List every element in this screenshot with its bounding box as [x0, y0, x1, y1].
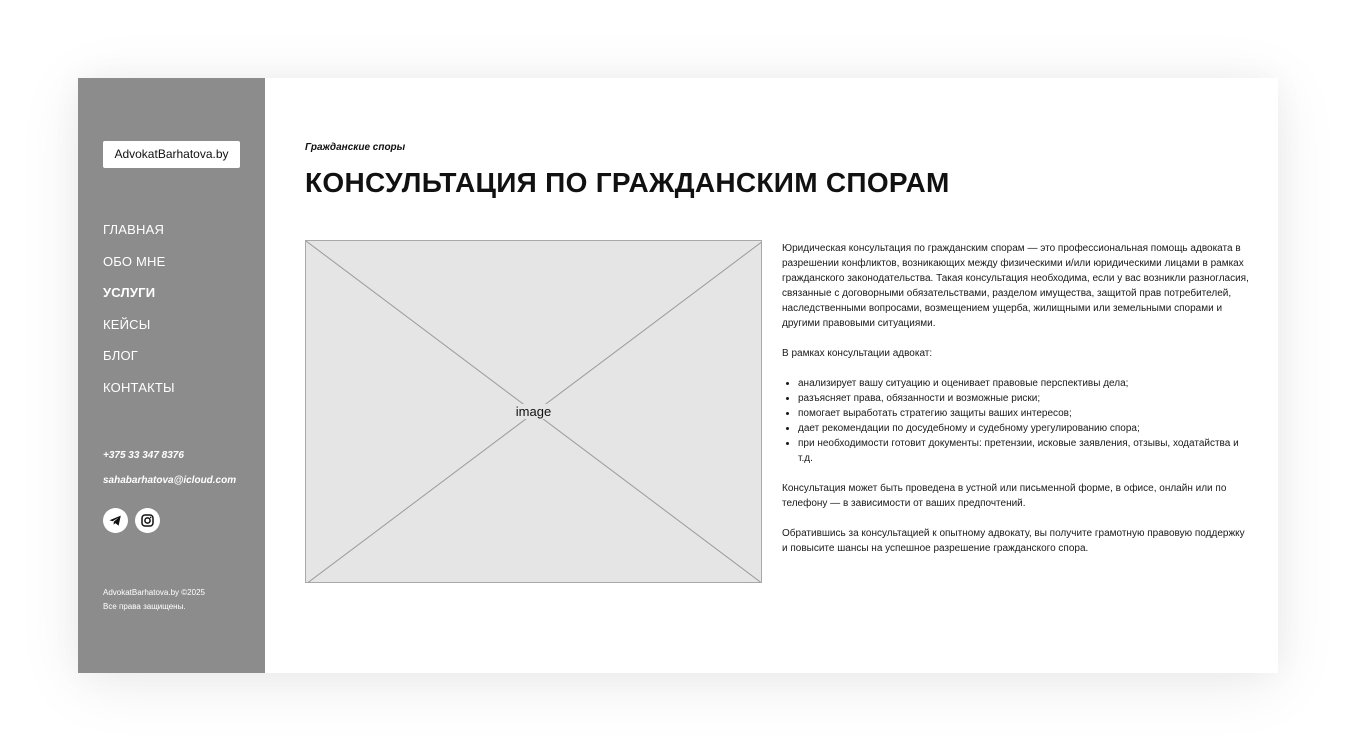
nav-item-home[interactable]: ГЛАВНАЯ	[103, 222, 165, 237]
nav-item-services[interactable]: УСЛУГИ	[103, 285, 156, 300]
list-intro: В рамках консультации адвокат:	[782, 348, 933, 359]
list-item: • помогает выработать стратегию защиты ваших интересов;	[798, 406, 1252, 421]
page-frame	[78, 78, 1278, 673]
telegram-icon[interactable]	[103, 508, 128, 533]
main-nav	[103, 221, 175, 410]
list-item: • анализирует вашу ситуацию и оценивает правовые перспективы дела;	[798, 376, 1252, 391]
instagram-icon[interactable]	[135, 508, 160, 533]
nav-item-contacts[interactable]: КОНТАКТЫ	[103, 379, 175, 395]
list-item: • разъясняет права, обязанности и возможные риски;	[798, 391, 1252, 406]
nav-item-blog[interactable]: БЛОГ	[103, 348, 139, 363]
email-link[interactable]: sahabarhatova@icloud.com	[103, 475, 237, 486]
copyright	[103, 586, 205, 614]
list-item: • дает рекомендации по досудебному и судебному урегулированию спора;	[798, 421, 1252, 436]
intro-paragraph: Юридическая консультация по гражданским спорам — это профессиональная помощь адвоката в разрешении конфликтов, возникающих между физическими и/или юридическими лицами в рамках гражданского законодательства. Такая консультация необходима, если у вас возникли разногласия, связанные с договорными обязательствами, разделом имущества, защитой прав потребителей, наследственными вопросами, возмещением ущерба, жилищными или земельными спорами и другими правовыми ситуациями.	[782, 243, 1249, 329]
rights-line: Все права защищены.	[103, 602, 186, 611]
service-list	[782, 376, 1252, 466]
phone-link[interactable]: +375 33 347 8376	[103, 450, 184, 461]
sidebar	[78, 78, 265, 673]
list-item: • при необходимости готовит документы: претензии, исковые заявления, отзывы, ходатайства и т.д.	[798, 436, 1252, 466]
format-paragraph: Консультация может быть проведена в устной или письменной форме, в офисе, онлайн или по телефону — в зависимости от ваших предпочтений.	[782, 483, 1227, 509]
service-description	[782, 241, 1252, 571]
closing-paragraph: Обратившись за консультацией к опытному адвокату, вы получите грамотную правовую поддержку и повысите шансы на успешное разрешение гражданского спора.	[782, 528, 1245, 554]
nav-item-cases[interactable]: КЕЙСЫ	[103, 316, 151, 332]
image-placeholder-label: image	[515, 404, 552, 419]
logo-button[interactable]: AdvokatBarhatova.by	[103, 141, 240, 168]
copyright-line: AdvokatBarhatova.by ©2025	[103, 588, 205, 597]
category-label: Гражданские споры	[305, 142, 406, 153]
image-placeholder	[305, 240, 762, 583]
page-title: КОНСУЛЬТАЦИЯ ПО ГРАЖДАНСКИМ СПОРАМ	[305, 167, 950, 198]
nav-item-about[interactable]: ОБО МНЕ	[103, 253, 166, 269]
